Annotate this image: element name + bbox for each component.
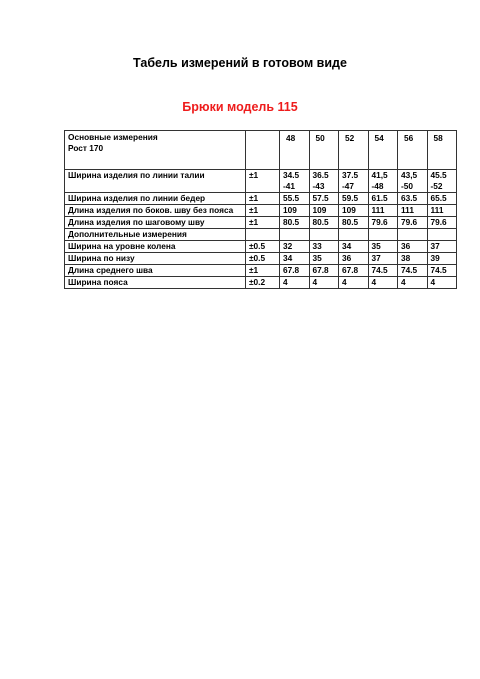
value-cell: 109	[339, 205, 369, 217]
value-cell: 36	[339, 253, 369, 265]
value-cell: 4	[368, 277, 398, 289]
table-row	[65, 170, 457, 193]
size-header: 54	[368, 131, 398, 170]
value-cell: 41,5 -48	[368, 170, 398, 193]
value-cell: 109	[280, 205, 310, 217]
size-header: 48	[280, 131, 310, 170]
tolerance-cell: ±1	[246, 193, 280, 205]
tolerance-cell: ±1	[246, 217, 280, 229]
size-header: 58	[427, 131, 457, 170]
value-cell: 39	[427, 253, 457, 265]
value-cell: 74.5	[427, 265, 457, 277]
value-cell: 4	[339, 277, 369, 289]
value-cell: 57.5	[309, 193, 339, 205]
value-cell: 80.5	[339, 217, 369, 229]
value-cell: 67.8	[280, 265, 310, 277]
measurement-name: Ширина изделия по линии талии	[65, 170, 246, 193]
value-cell: 79.6	[368, 217, 398, 229]
value-cell: 32	[280, 241, 310, 253]
value-cell: 36	[398, 241, 428, 253]
value-cell: 109	[309, 205, 339, 217]
value-cell: 67.8	[309, 265, 339, 277]
model-title: Брюки модель 115	[182, 100, 298, 114]
table-row	[65, 217, 457, 229]
value-cell: 37.5 -47	[339, 170, 369, 193]
tolerance-cell: ±0.5	[246, 253, 280, 265]
size-header: 52	[339, 131, 369, 170]
value-cell: 74.5	[398, 265, 428, 277]
measurement-name: Ширина по низу	[65, 253, 246, 265]
size-header: 56	[398, 131, 428, 170]
value-cell: 4	[280, 277, 310, 289]
size-header: 50	[309, 131, 339, 170]
value-cell: 37	[427, 241, 457, 253]
measurements-table	[64, 130, 457, 289]
value-cell: 36.5 -43	[309, 170, 339, 193]
tolerance-cell: ±1	[246, 170, 280, 193]
value-cell: 35	[309, 253, 339, 265]
main-measurements-label: Основные измерения	[68, 132, 158, 142]
height-label: Рост 170	[68, 143, 104, 153]
measurement-name: Ширина пояса	[65, 277, 246, 289]
value-cell: 37	[368, 253, 398, 265]
measurement-name: Длина изделия по шаговому шву	[65, 217, 246, 229]
value-cell: 111	[427, 205, 457, 217]
value-cell: 45.5 -52	[427, 170, 457, 193]
value-cell: 63.5	[398, 193, 428, 205]
value-cell: 34	[339, 241, 369, 253]
value-cell: 4	[427, 277, 457, 289]
value-cell: 59.5	[339, 193, 369, 205]
tolerance-cell: ±0.5	[246, 241, 280, 253]
value-cell: 4	[309, 277, 339, 289]
value-cell: 74.5	[368, 265, 398, 277]
value-cell: 79.6	[427, 217, 457, 229]
value-cell: 67.8	[339, 265, 369, 277]
value-cell: 43,5 -50	[398, 170, 428, 193]
value-cell: 80.5	[309, 217, 339, 229]
measurement-name: Длина изделия по боков. шву без пояса	[65, 205, 246, 217]
table-header-row	[65, 131, 457, 170]
table-row	[65, 193, 457, 205]
document-title: Табель измерений в готовом виде	[133, 56, 347, 70]
value-cell: 4	[398, 277, 428, 289]
table-row	[65, 265, 457, 277]
value-cell: 79.6	[398, 217, 428, 229]
header-tolerance-cell	[246, 131, 280, 170]
table-row	[65, 253, 457, 265]
value-cell: 35	[368, 241, 398, 253]
measurement-name: Длина среднего шва	[65, 265, 246, 277]
value-cell: 34.5 -41	[280, 170, 310, 193]
measurement-name: Ширина изделия по линии бедер	[65, 193, 246, 205]
measurement-name: Ширина на уровне колена	[65, 241, 246, 253]
tolerance-cell: ±1	[246, 205, 280, 217]
table-row	[65, 205, 457, 217]
value-cell: 38	[398, 253, 428, 265]
table-row	[65, 277, 457, 289]
additional-measurements-label: Дополнительные измерения	[65, 229, 246, 241]
value-cell: 55.5	[280, 193, 310, 205]
value-cell: 34	[280, 253, 310, 265]
value-cell: 61.5	[368, 193, 398, 205]
value-cell: 65.5	[427, 193, 457, 205]
table-row	[65, 241, 457, 253]
value-cell: 33	[309, 241, 339, 253]
tolerance-cell: ±1	[246, 265, 280, 277]
tolerance-cell: ±0.2	[246, 277, 280, 289]
section-row	[65, 229, 457, 241]
value-cell: 111	[368, 205, 398, 217]
header-label-cell	[65, 131, 246, 170]
value-cell: 111	[398, 205, 428, 217]
value-cell: 80.5	[280, 217, 310, 229]
